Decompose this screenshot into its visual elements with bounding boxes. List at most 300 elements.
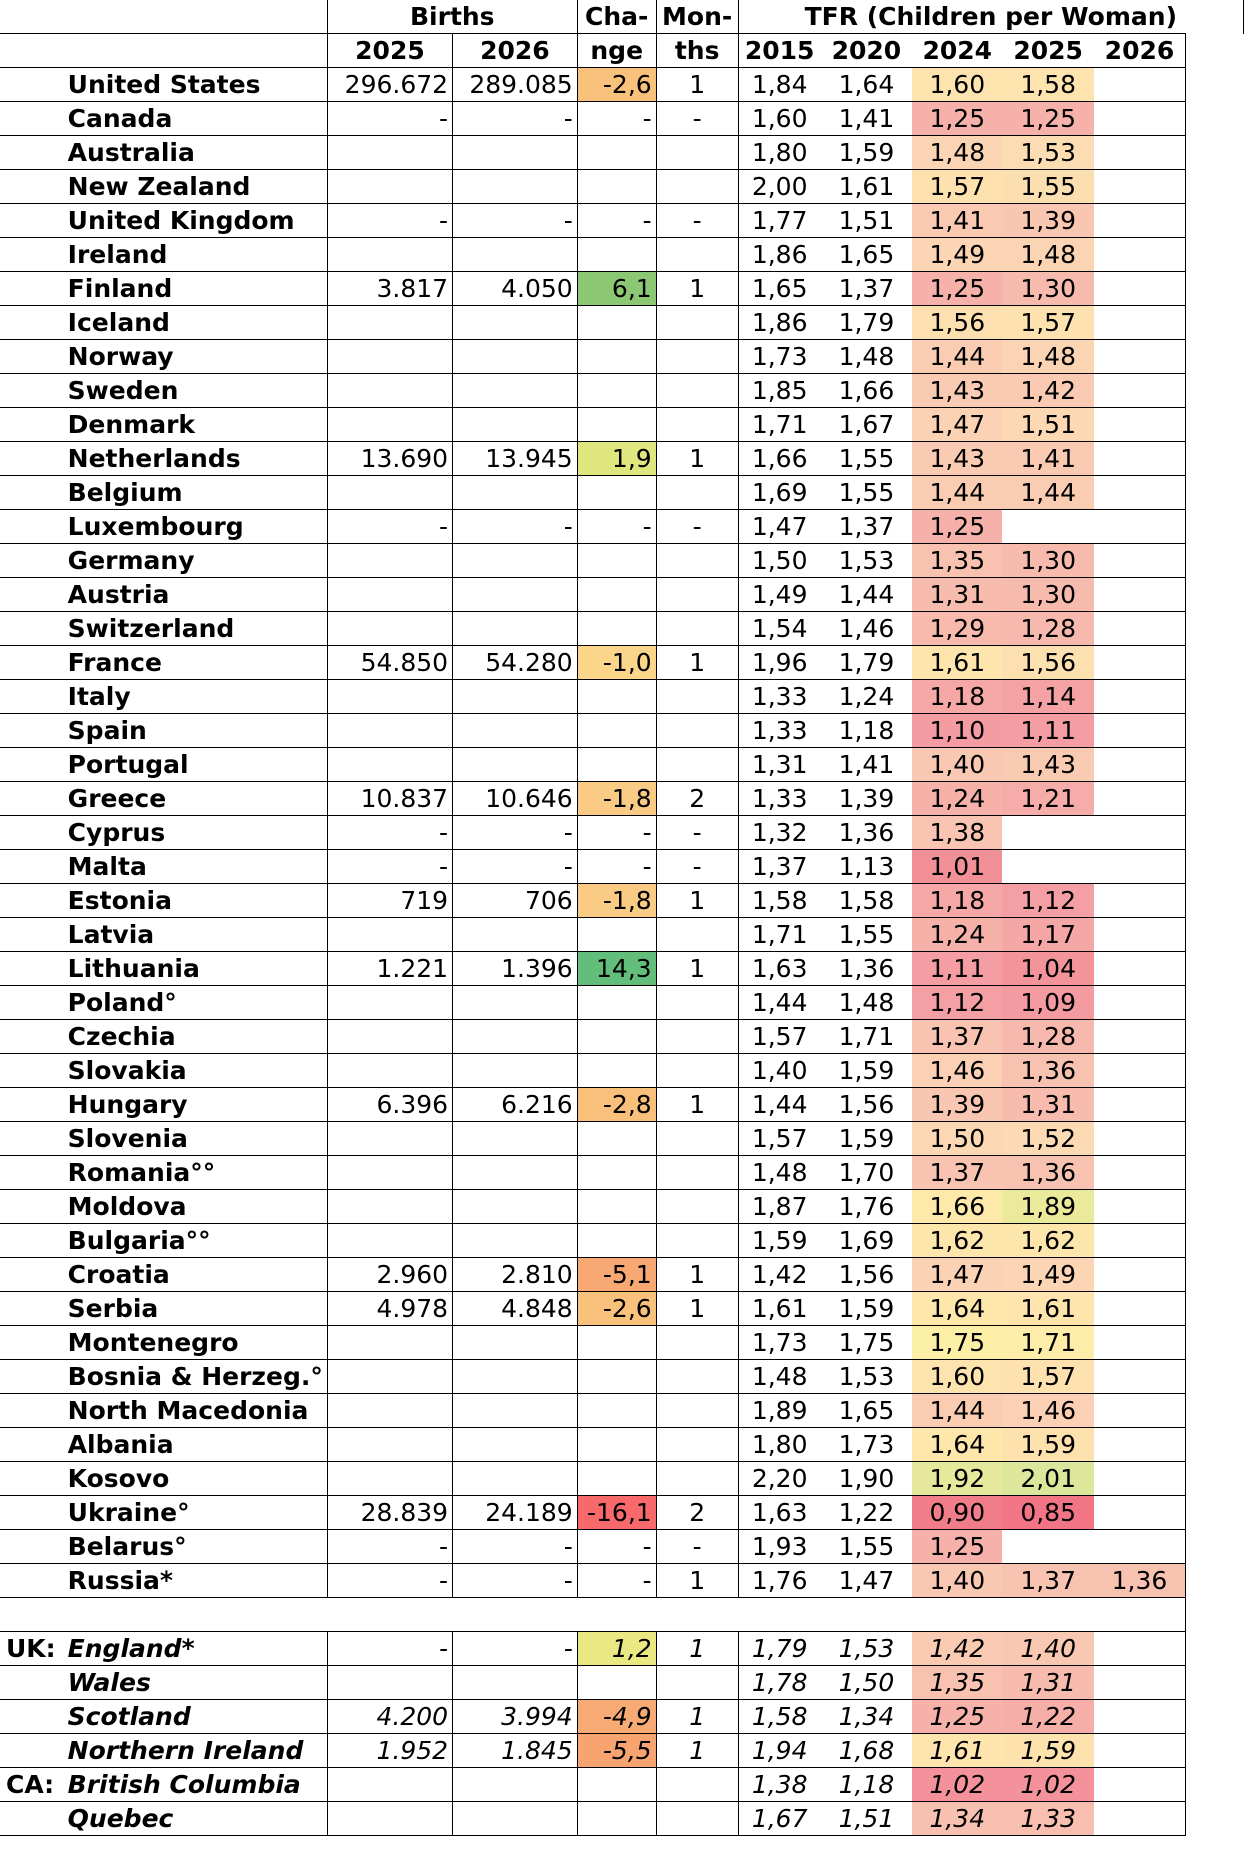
spacer-cell [0,1598,1186,1632]
change-percent [577,1462,656,1496]
months-count: 1 [656,1292,738,1326]
tfr-2026 [1094,1666,1186,1700]
tfr-2026 [1094,1530,1186,1564]
tfr-2024: 1,11 [912,952,1002,986]
births-2026: - [453,1564,578,1598]
tfr-2015: 1,67 [738,1802,821,1836]
tfr-2025: 1,21 [1002,782,1093,816]
tfr-2015: 2,20 [738,1462,821,1496]
tfr-2024: 1,56 [912,306,1002,340]
tfr-2015: 2,00 [738,170,821,204]
country-name: Croatia [60,1258,328,1292]
months-subheader: ths [656,34,738,68]
table-row [0,578,1244,612]
months-count: - [656,850,738,884]
country-name: Portugal [60,748,328,782]
row-prefix [0,204,60,238]
tfr-2024: 1,44 [912,340,1002,374]
months-count: 2 [656,782,738,816]
tfr-2015: 1,80 [738,136,821,170]
tfr-2024: 1,64 [912,1428,1002,1462]
births-2025: 2.960 [327,1258,452,1292]
months-count: 1 [656,68,738,102]
row-prefix [0,544,60,578]
table-row [0,884,1244,918]
tfr-2015: 1,60 [738,102,821,136]
table-row [0,1768,1244,1802]
tfr-2015: 1,66 [738,442,821,476]
change-percent [577,136,656,170]
tfr-2020: 1,53 [821,1632,912,1666]
tfr-2024: 1,34 [912,1802,1002,1836]
tfr-2025 [1002,850,1093,884]
tfr-2020: 1,67 [821,408,912,442]
births-2025: - [327,204,452,238]
tfr-2020: 1,48 [821,986,912,1020]
months-count [656,238,738,272]
tfr-2024: 1,41 [912,204,1002,238]
months-count [656,1768,738,1802]
tfr-2024: 1,12 [912,986,1002,1020]
row-prefix [0,748,60,782]
months-count [656,1020,738,1054]
months-count: 1 [656,646,738,680]
births-2025 [327,1802,452,1836]
tfr-2015: 1,44 [738,986,821,1020]
tfr-2025: 1,59 [1002,1428,1093,1462]
tfr-2020: 1,37 [821,510,912,544]
tfr-2024: 1,75 [912,1326,1002,1360]
row-prefix [0,1224,60,1258]
births-2025 [327,1666,452,1700]
table-row [0,272,1244,306]
change-percent: -4,9 [577,1700,656,1734]
tfr-2015: 1,48 [738,1156,821,1190]
tfr-2026 [1094,306,1186,340]
change-percent: - [577,102,656,136]
tfr-2020: 1,24 [821,680,912,714]
births-2026 [453,1224,578,1258]
tfr-2015: 1,79 [738,1632,821,1666]
tfr-2020: 1,69 [821,1224,912,1258]
births-2025 [327,612,452,646]
tfr-2015: 1,31 [738,748,821,782]
change-percent: - [577,1530,656,1564]
table-row [0,204,1244,238]
country-name: New Zealand [60,170,328,204]
country-name: Ireland [60,238,328,272]
tfr-2020: 1,68 [821,1734,912,1768]
tfr-2026 [1094,544,1186,578]
row-prefix [0,1734,60,1768]
tfr-2020: 1,22 [821,1496,912,1530]
change-percent [577,1768,656,1802]
tfr-2020: 1,53 [821,1360,912,1394]
tfr-2025: 1,41 [1002,442,1093,476]
change-percent [577,374,656,408]
months-count [656,340,738,374]
births-2025: 6.396 [327,1088,452,1122]
tfr-2015: 1,86 [738,238,821,272]
tfr-2015: 1,73 [738,340,821,374]
tfr-2024: 1,92 [912,1462,1002,1496]
months-count: - [656,1530,738,1564]
births-2025 [327,374,452,408]
change-percent [577,1428,656,1462]
tfr-2024: 1,61 [912,646,1002,680]
tfr-2015: 1,33 [738,680,821,714]
tfr-2020: 1,65 [821,238,912,272]
change-percent [577,1666,656,1700]
row-prefix [0,306,60,340]
change-percent [577,918,656,952]
births-2026: 3.994 [453,1700,578,1734]
change-percent: - [577,1564,656,1598]
tfr-2020: 1,37 [821,272,912,306]
months-count: 1 [656,1258,738,1292]
country-name: Lithuania [60,952,328,986]
tfr-2020: 1,41 [821,748,912,782]
tfr-2020: 1,59 [821,1292,912,1326]
change-percent: -5,1 [577,1258,656,1292]
tfr-2024: 1,60 [912,68,1002,102]
tfr-2026 [1094,1292,1186,1326]
row-prefix [0,680,60,714]
tfr-2026-header: 2026 [1094,34,1186,68]
table-row [0,476,1244,510]
tfr-2026 [1094,1258,1186,1292]
births-2026: 13.945 [453,442,578,476]
tfr-2025: 1,36 [1002,1156,1093,1190]
country-name: Slovakia [60,1054,328,1088]
table-row [0,510,1244,544]
row-prefix: UK: [0,1632,60,1666]
births-2026 [453,918,578,952]
tfr-2020: 1,59 [821,1054,912,1088]
tfr-2026 [1094,510,1186,544]
births-2025: 1.221 [327,952,452,986]
table-row [0,1054,1244,1088]
births-2026 [453,986,578,1020]
table-row [0,986,1244,1020]
births-2026: 24.189 [453,1496,578,1530]
country-name: Kosovo [60,1462,328,1496]
tfr-2015: 1,77 [738,204,821,238]
births-2025 [327,1054,452,1088]
row-prefix [0,1088,60,1122]
tfr-2025: 1,02 [1002,1768,1093,1802]
change-percent: -16,1 [577,1496,656,1530]
births-2026 [453,714,578,748]
row-prefix [0,1122,60,1156]
births-2025 [327,1122,452,1156]
country-name: Latvia [60,918,328,952]
country-name: Iceland [60,306,328,340]
row-prefix [0,816,60,850]
row-prefix [0,884,60,918]
tfr-2024: 1,39 [912,1088,1002,1122]
months-header: Mon- [656,0,738,34]
tfr-2026 [1094,68,1186,102]
births-2025: 3.817 [327,272,452,306]
months-count: 1 [656,1632,738,1666]
row-prefix [0,510,60,544]
months-count [656,1666,738,1700]
months-count: 1 [656,442,738,476]
table-row [0,442,1244,476]
change-percent [577,748,656,782]
change-percent: -2,6 [577,68,656,102]
country-name: Bulgaria°° [60,1224,328,1258]
tfr-2025: 1,30 [1002,544,1093,578]
change-percent: - [577,204,656,238]
change-percent [577,1360,656,1394]
row-prefix [0,442,60,476]
tfr-2024: 1,38 [912,816,1002,850]
births-2025: 54.850 [327,646,452,680]
births-2026 [453,238,578,272]
tfr-2020: 1,59 [821,1122,912,1156]
table-row [0,1462,1244,1496]
country-name: Greece [60,782,328,816]
months-count [656,544,738,578]
tfr-2024: 1,37 [912,1020,1002,1054]
tfr-2015: 1,96 [738,646,821,680]
months-count [656,306,738,340]
row-prefix [0,170,60,204]
months-count: 1 [656,1700,738,1734]
tfr-2025: 1,62 [1002,1224,1093,1258]
country-name: Belgium [60,476,328,510]
months-count [656,1462,738,1496]
tfr-2025: 1,42 [1002,374,1093,408]
months-count [656,578,738,612]
tfr-2015: 1,89 [738,1394,821,1428]
country-name: Quebec [60,1802,328,1836]
tfr-2026 [1094,748,1186,782]
tfr-2025: 0,85 [1002,1496,1093,1530]
months-count [656,1428,738,1462]
tfr-2025: 1,30 [1002,272,1093,306]
tfr-2026 [1094,272,1186,306]
tfr-2020: 1,55 [821,442,912,476]
row-prefix [0,1428,60,1462]
tfr-2025: 1,53 [1002,136,1093,170]
row-prefix [0,408,60,442]
tfr-2020: 1,66 [821,374,912,408]
births-2025: - [327,1632,452,1666]
change-percent [577,306,656,340]
country-name: Slovenia [60,1122,328,1156]
births-2026: - [453,510,578,544]
tfr-2026 [1094,1360,1186,1394]
tfr-2026 [1094,782,1186,816]
births-2025 [327,1156,452,1190]
tfr-2024: 1,62 [912,1224,1002,1258]
tfr-2024: 1,01 [912,850,1002,884]
tfr-2015: 1,63 [738,1496,821,1530]
tfr-2020: 1,44 [821,578,912,612]
tfr-2020: 1,53 [821,544,912,578]
change-percent: - [577,850,656,884]
births-2025 [327,238,452,272]
change-percent [577,986,656,1020]
spacer-row [0,1598,1244,1632]
tfr-2025: 1,55 [1002,170,1093,204]
births-2025: 10.837 [327,782,452,816]
months-count [656,374,738,408]
tfr-2025: 1,61 [1002,1292,1093,1326]
country-name: British Columbia [60,1768,328,1802]
tfr-2024: 1,49 [912,238,1002,272]
tfr-2025: 1,28 [1002,1020,1093,1054]
tfr-2015: 1,71 [738,408,821,442]
row-prefix [0,238,60,272]
tfr-2025: 1,11 [1002,714,1093,748]
tfr-2024: 1,35 [912,1666,1002,1700]
row-prefix [0,272,60,306]
tfr-2020: 1,58 [821,884,912,918]
tfr-2026 [1094,442,1186,476]
change-percent: -1,8 [577,782,656,816]
births-2026: 6.216 [453,1088,578,1122]
tfr-2015: 1,57 [738,1020,821,1054]
tfr-2015-header: 2015 [738,34,821,68]
births-2025: 296.672 [327,68,452,102]
tfr-2025: 1,22 [1002,1700,1093,1734]
tfr-2025: 1,04 [1002,952,1093,986]
tfr-2020: 1,59 [821,136,912,170]
tfr-2026 [1094,204,1186,238]
tfr-2025: 1,17 [1002,918,1093,952]
births-2026: 1.845 [453,1734,578,1768]
births-2025: 13.690 [327,442,452,476]
births-2026 [453,1190,578,1224]
tfr-2020: 1,18 [821,714,912,748]
tfr-2020: 1,79 [821,646,912,680]
births-2025: 4.200 [327,1700,452,1734]
births-2025 [327,1394,452,1428]
births-2025 [327,1462,452,1496]
tfr-2024: 1,25 [912,510,1002,544]
row-prefix [0,1360,60,1394]
births-2025 [327,408,452,442]
tfr-2026 [1094,986,1186,1020]
tfr-2026 [1094,1156,1186,1190]
births-2025: - [327,510,452,544]
table-row [0,816,1244,850]
tfr-2026 [1094,1734,1186,1768]
months-count: - [656,510,738,544]
change-percent [577,1394,656,1428]
tfr-2024: 1,43 [912,374,1002,408]
births-2026 [453,1326,578,1360]
tfr-2026 [1094,1190,1186,1224]
months-count: - [656,816,738,850]
country-name: Ukraine° [60,1496,328,1530]
tfr-2015: 1,44 [738,1088,821,1122]
change-percent: -5,5 [577,1734,656,1768]
tfr-2024: 1,25 [912,1700,1002,1734]
country-name: Montenegro [60,1326,328,1360]
change-percent [577,1802,656,1836]
tfr-2026 [1094,578,1186,612]
tfr-2015: 1,65 [738,272,821,306]
tfr-2015: 1,58 [738,884,821,918]
tfr-2025: 1,30 [1002,578,1093,612]
births-2026 [453,476,578,510]
table-row [0,1530,1244,1564]
tfr-2015: 1,93 [738,1530,821,1564]
header-blank [0,0,327,34]
tfr-2026 [1094,680,1186,714]
table-row [0,952,1244,986]
tfr-2020: 1,71 [821,1020,912,1054]
table-row [0,1190,1244,1224]
births-2025 [327,1428,452,1462]
tfr-2024: 1,25 [912,272,1002,306]
tfr-2024: 1,61 [912,1734,1002,1768]
months-count [656,680,738,714]
tfr-2025: 1,40 [1002,1632,1093,1666]
tfr-2024: 1,35 [912,544,1002,578]
tfr-2024: 0,90 [912,1496,1002,1530]
table-row [0,408,1244,442]
change-subheader: nge [577,34,656,68]
births-2025 [327,170,452,204]
row-prefix [0,136,60,170]
tfr-2025: 1,49 [1002,1258,1093,1292]
change-percent [577,476,656,510]
table-row [0,238,1244,272]
country-name: Northern Ireland [60,1734,328,1768]
months-count: 1 [656,1734,738,1768]
tfr-2024: 1,47 [912,1258,1002,1292]
country-name: Italy [60,680,328,714]
births-2025 [327,340,452,374]
country-name: Romania°° [60,1156,328,1190]
tfr-2026 [1094,1326,1186,1360]
births-2026: - [453,850,578,884]
births-2025 [327,1190,452,1224]
tfr-2026 [1094,646,1186,680]
tfr-2026 [1094,1496,1186,1530]
births-2026 [453,748,578,782]
change-percent [577,340,656,374]
tfr-2026: 1,36 [1094,1564,1186,1598]
tfr-2026 [1094,170,1186,204]
tfr-2015: 1,37 [738,850,821,884]
tfr-2026 [1094,1768,1186,1802]
months-count [656,1802,738,1836]
row-prefix [0,646,60,680]
births-2025 [327,680,452,714]
tfr-2020: 1,65 [821,1394,912,1428]
tfr-2025: 1,59 [1002,1734,1093,1768]
births-2026 [453,1020,578,1054]
births-2025 [327,1224,452,1258]
tfr-2025: 1,28 [1002,612,1093,646]
table-row [0,374,1244,408]
tfr-2020: 1,48 [821,340,912,374]
tfr-2024: 1,25 [912,1530,1002,1564]
births-2026: 1.396 [453,952,578,986]
table-row [0,340,1244,374]
births-2026 [453,170,578,204]
change-percent: -2,6 [577,1292,656,1326]
country-name: Scotland [60,1700,328,1734]
table-row [0,1564,1244,1598]
